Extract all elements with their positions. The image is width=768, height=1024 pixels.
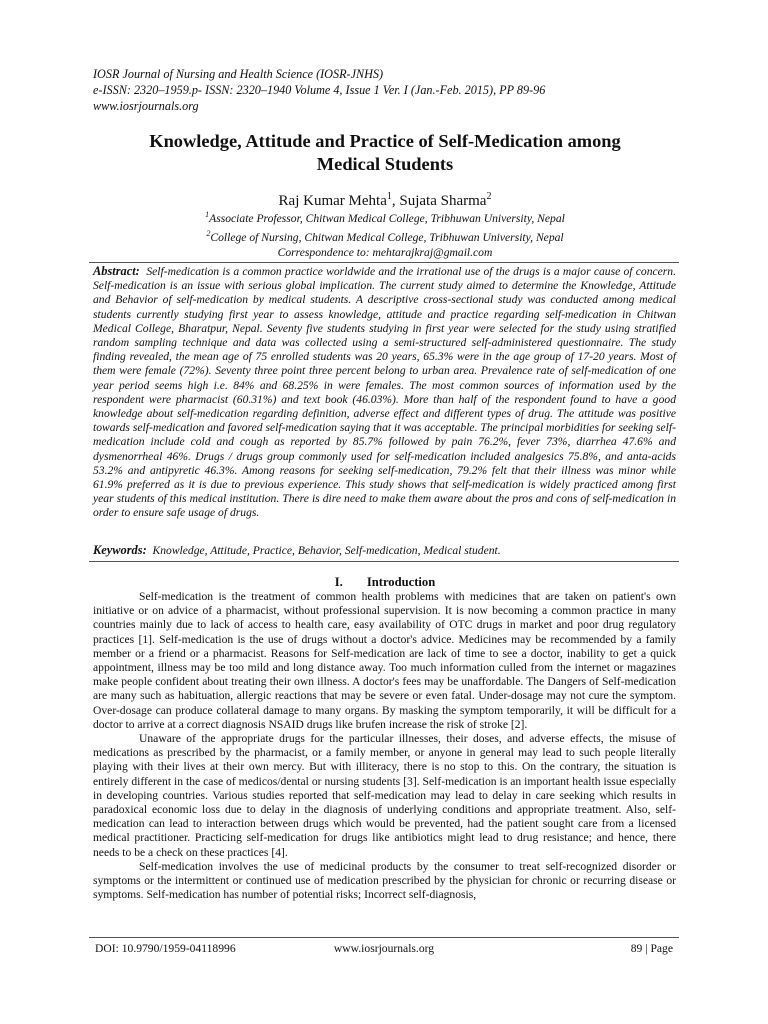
introduction-body <box>93 590 676 902</box>
affiliation-marker: 2 <box>206 228 211 238</box>
author-name: Sujata Sharma <box>399 193 487 209</box>
keywords <box>93 543 676 558</box>
author-affiliation-marker: 1 <box>386 191 392 202</box>
footer-website: www.iosrjournals.org <box>333 942 435 955</box>
affiliation-2 <box>90 226 680 245</box>
paper-title-line-1: Knowledge, Attitude and Practice of Self-Medication among <box>149 131 621 151</box>
author-affiliation-marker: 2 <box>486 191 492 202</box>
body-paragraph: Self-medication involves the use of medicinal products by the consumer to treat self-recognized disorder or symptoms or the intermittent or continued use of medication prescribed by the physician for chronic or recurring disease or symptoms. Self-medication has number of potential risks; Incorrect self-diagnosis, <box>93 859 676 902</box>
body-paragraph: Unaware of the appropriate drugs for the particular illnesses, their doses, and adverse effects, the misuse of medications as prescribed by the pharmacist, or a family member, or anyone in general may lead to such people literally playing with their lives at their own mercy. But with illiteracy, there is no stop to this. On the contrary, the situation is entirely different in the case of medicos/dental or nursing students [3]. Self-medication is an important health issue especially in developing countries. Various studies reported that self-medication may lead to delay in care seeking which results in paradoxical economic loss due to delay in the diagnosis of underlying conditions and appropriate treatment. Also, self-medication can lead to interaction between drugs which would be prevented, had the patient sought care from a licensed medical practitioner. Practicing self-medication for drugs like antibiotics might lead to drug resistance; and hence, there needs to be a check on these practices [4]. <box>93 732 676 859</box>
keywords-text: Knowledge, Attitude, Practice, Behavior, Self-medication, Medical student. <box>152 544 501 557</box>
abstract-label: Abstract: <box>93 264 140 278</box>
footer-doi: DOI: 10.9790/1959-04118996 <box>95 942 236 955</box>
affiliation-1 <box>90 207 680 226</box>
journal-issn: e-ISSN: 2320–1959.p- ISSN: 2320–1940 Volume 4, Issue 1 Ver. I (Jan.-Feb. 2015), PP 89-96 <box>93 83 546 97</box>
abstract-text: Self-medication is a common practice worldwide and the irrational use of the drugs is a major cause of concern. Self-medication is an issue with serious global implication. The current study aimed to determine the Knowledge, Attitude and Behavior of self-medication by medical students. A descriptive cross-sectional study was conducted among medical students currently studying first year to assess knowledge, attitude and practice regarding self-medication in Chitwan Medical College, Bharatpur, Nepal. Seventy five students studying in first year were selected for the study using stratified random sampling technique and data was collected using a semi-structured self-administered questionnaire. The study finding revealed, the mean age of 75 enrolled students was 20 years, 65.3% were in the age group of 17-20 years. Most of them were female (72%). Seventy three point three percent belong to urban area. Prevalence rate of self-medication of one year period seems high i.e. 84% and 68.25% in were females. The most common sources of information used by the respondent were pharmacist (60.31%) and text book (46.03%). More than half of the respondent found to have a good knowledge about self-medication regarding definition, adverse effect and different types of drug. The attitude was positive towards self-medication and favored self-medication saying that it was acceptable. The principal morbidities for seeking self-medication include cold and cough as reported by 85.7% followed by pain 76.2%, fever 73%, diarrhea 47.6% and dysmenorrheal 46%. Drugs / drugs group commonly used for self-medication included analgesics 75.8%, and anta-acids 53.2% and antipyretic 46.3%. Among reasons for seeking self-medication, 79.2% felt that their illness was minor while 61.9% preferred as it is due to previous experience. This study shows that self-medication is widely practiced among first year students of this medical institution. There is dire need to make them aware about the pros and cons of self-medication in order to ensure safe usage of drugs. <box>93 265 676 520</box>
section-heading <box>90 575 680 590</box>
abstract <box>93 264 676 521</box>
body-paragraph: Self-medication is the treatment of common health problems with medicines that are taken on patient's own initiative or on advice of a pharmacist, without professional supervision. It is now becoming a common practice in many countries mainly due to lack of access to health care, easy availability of OTC drugs in market and poor drug regulatory practices [1]. Self-medication is the use of drugs without a doctor's advice. Medicines may be recommended by a family member or a friend or a pharmacist. Reasons for Self-medication are lack of time to see a doctor, inability to get a quick appointment, illness may be too mild and long distance away. Too much information culled from the internet or magazines make people confident about treating their own illness. A doctor's fees may be unaffordable. The Dangers of Self-medication are many such as habituation, allergic reactions that may be severe or even fatal. Under-dosage may not cure the symptom. Over-dosage can produce collateral damage to many organs. By masking the symptom temporarily, it will be difficult for a doctor to arrive at a correct diagnosis NSAID drugs like brufen increase the risk of stroke [2]. <box>93 590 676 731</box>
author-separator: , <box>391 193 400 209</box>
footer-page-number: 89 | Page <box>630 942 673 955</box>
affiliations <box>90 207 680 260</box>
journal-header <box>93 66 693 114</box>
affiliation-text: Associate Professor, Chitwan Medical College, Tribhuwan University, Nepal <box>209 211 565 225</box>
paper-title <box>90 130 680 176</box>
section-number: I. <box>334 575 343 589</box>
affiliation-marker: 1 <box>205 210 210 219</box>
paper-title-line-2: Medical Students <box>316 154 454 174</box>
page-footer <box>95 941 673 957</box>
affiliation-text: College of Nursing, Chitwan Medical College, Tribhuwan University, Nepal <box>210 230 564 244</box>
author-name: Raj Kumar Mehta <box>278 193 387 209</box>
journal-name: IOSR Journal of Nursing and Health Science (IOSR-JNHS) <box>93 67 384 81</box>
correspondence: Correspondence to: mehtarajkraj@gmail.com <box>277 245 493 259</box>
keywords-label: Keywords: <box>93 543 147 557</box>
journal-website: www.iosrjournals.org <box>93 99 199 113</box>
section-title: Introduction <box>366 575 436 589</box>
footer-divider <box>89 937 679 938</box>
